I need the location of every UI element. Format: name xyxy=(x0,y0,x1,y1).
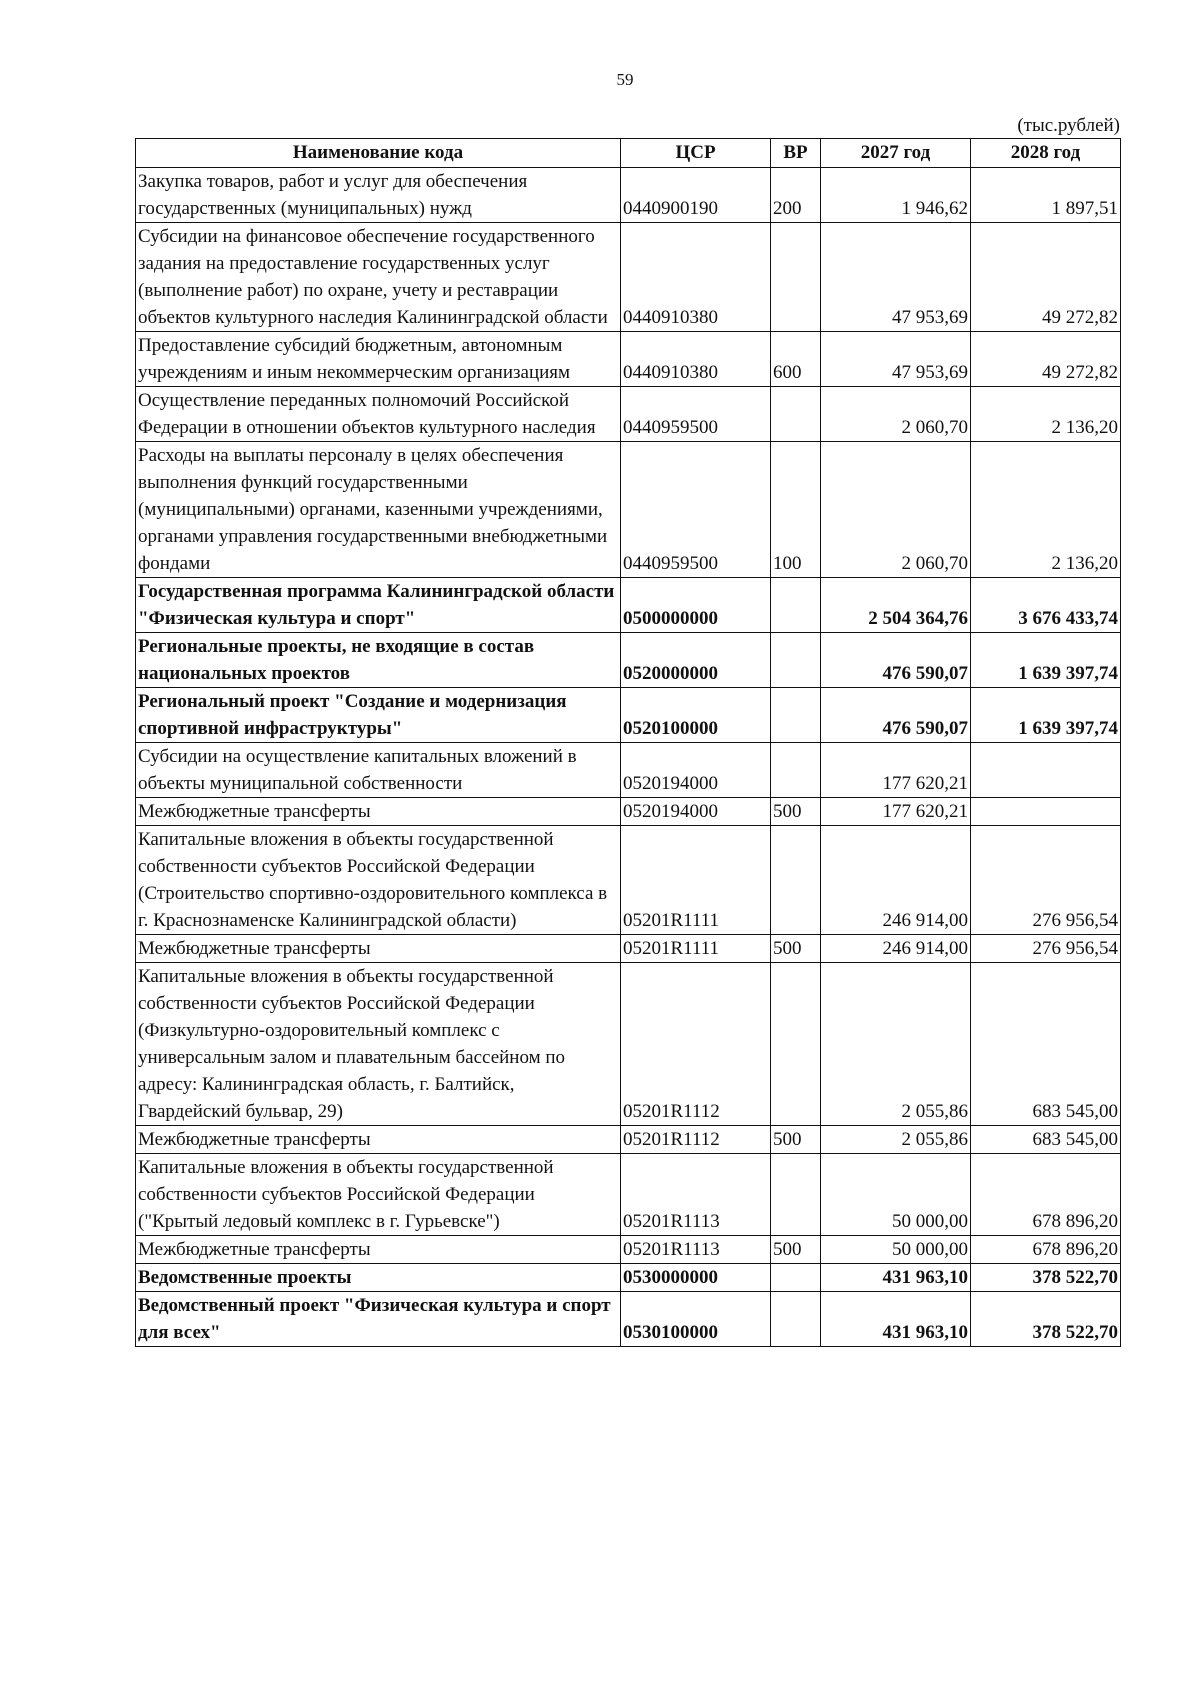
cell-csr: 0440910380 xyxy=(621,332,771,387)
table-row xyxy=(136,1292,1121,1347)
cell-name: Региональные проекты, не входящие в состав национальных проектов xyxy=(136,633,621,688)
cell-2028: 1 639 397,74 xyxy=(971,633,1121,688)
cell-2027: 50 000,00 xyxy=(821,1154,971,1236)
table-body xyxy=(136,168,1121,1347)
cell-name: Субсидии на осуществление капитальных вложений в объекты муниципальной собственности xyxy=(136,743,621,798)
cell-vr xyxy=(771,1154,821,1236)
table-row xyxy=(136,963,1121,1126)
cell-2028: 276 956,54 xyxy=(971,826,1121,935)
cell-name: Осуществление переданных полномочий Российской Федерации в отношении объектов культурного наследия xyxy=(136,387,621,442)
cell-csr: 0440900190 xyxy=(621,168,771,223)
cell-vr xyxy=(771,963,821,1126)
table-row xyxy=(136,1154,1121,1236)
cell-2027: 2 504 364,76 xyxy=(821,578,971,633)
cell-2028: 49 272,82 xyxy=(971,332,1121,387)
cell-2027: 1 946,62 xyxy=(821,168,971,223)
cell-vr xyxy=(771,688,821,743)
cell-2027: 177 620,21 xyxy=(821,743,971,798)
table-row xyxy=(136,633,1121,688)
table-row xyxy=(136,223,1121,332)
units-label: (тыс.рублей) xyxy=(1017,115,1120,136)
cell-name: Капитальные вложения в объекты государственной собственности субъектов Российской Федерации (Физкультурно-оздоровительный комплекс с универсальным залом и плавательным бассейном по адресу: Калининградская область, г. Балтийск, Гвардейский бульвар, 29) xyxy=(136,963,621,1126)
table-row xyxy=(136,578,1121,633)
table-row xyxy=(136,688,1121,743)
column-header-csr: ЦСР xyxy=(621,139,771,168)
cell-2027: 50 000,00 xyxy=(821,1236,971,1264)
page-number: 59 xyxy=(616,70,634,89)
cell-vr xyxy=(771,387,821,442)
cell-2027: 2 055,86 xyxy=(821,1126,971,1154)
cell-csr: 0440959500 xyxy=(621,387,771,442)
cell-vr: 600 xyxy=(771,332,821,387)
cell-2027: 246 914,00 xyxy=(821,935,971,963)
table-row xyxy=(136,387,1121,442)
column-header-vr: ВР xyxy=(771,139,821,168)
cell-csr: 05201R1111 xyxy=(621,935,771,963)
cell-csr: 0530000000 xyxy=(621,1264,771,1292)
cell-name: Капитальные вложения в объекты государственной собственности субъектов Российской Федерации ("Крытый ледовый комплекс в г. Гурьевске") xyxy=(136,1154,621,1236)
cell-csr: 05201R1111 xyxy=(621,826,771,935)
budget-table xyxy=(135,138,1121,1347)
cell-vr: 100 xyxy=(771,442,821,578)
table-row xyxy=(136,1126,1121,1154)
cell-2028: 683 545,00 xyxy=(971,1126,1121,1154)
cell-2028: 3 676 433,74 xyxy=(971,578,1121,633)
cell-2027: 476 590,07 xyxy=(821,688,971,743)
cell-2028: 1 639 397,74 xyxy=(971,688,1121,743)
cell-name: Субсидии на финансовое обеспечение государственного задания на предоставление государственных услуг (выполнение работ) по охране, учету и реставрации объектов культурного наследия Калининградской области xyxy=(136,223,621,332)
cell-csr: 0440910380 xyxy=(621,223,771,332)
cell-vr xyxy=(771,578,821,633)
cell-name: Региональный проект "Создание и модернизация спортивной инфраструктуры" xyxy=(136,688,621,743)
cell-vr xyxy=(771,223,821,332)
cell-name: Предоставление субсидий бюджетным, автономным учреждениям и иным некоммерческим организациям xyxy=(136,332,621,387)
cell-2027: 2 060,70 xyxy=(821,442,971,578)
column-header-2028: 2028 год xyxy=(971,139,1121,168)
cell-csr: 0520194000 xyxy=(621,798,771,826)
cell-vr: 500 xyxy=(771,1236,821,1264)
cell-2027: 2 055,86 xyxy=(821,963,971,1126)
table-row xyxy=(136,442,1121,578)
table-row xyxy=(136,168,1121,223)
cell-name: Межбюджетные трансферты xyxy=(136,935,621,963)
cell-csr: 0520100000 xyxy=(621,688,771,743)
cell-2028: 683 545,00 xyxy=(971,963,1121,1126)
cell-2027: 431 963,10 xyxy=(821,1292,971,1347)
cell-vr xyxy=(771,1292,821,1347)
cell-2027: 246 914,00 xyxy=(821,826,971,935)
cell-2028: 276 956,54 xyxy=(971,935,1121,963)
cell-2028: 378 522,70 xyxy=(971,1292,1121,1347)
cell-vr: 500 xyxy=(771,798,821,826)
cell-2028: 678 896,20 xyxy=(971,1154,1121,1236)
table-row xyxy=(136,1236,1121,1264)
cell-name: Ведомственные проекты xyxy=(136,1264,621,1292)
column-header-name: Наименование кода xyxy=(136,139,621,168)
cell-csr: 05201R1113 xyxy=(621,1236,771,1264)
cell-csr: 05201R1112 xyxy=(621,1126,771,1154)
cell-name: Межбюджетные трансферты xyxy=(136,1236,621,1264)
table-row xyxy=(136,1264,1121,1292)
table-row xyxy=(136,935,1121,963)
cell-csr: 05201R1112 xyxy=(621,963,771,1126)
table-row xyxy=(136,798,1121,826)
cell-name: Межбюджетные трансферты xyxy=(136,798,621,826)
cell-name: Закупка товаров, работ и услуг для обеспечения государственных (муниципальных) нужд xyxy=(136,168,621,223)
cell-2028: 1 897,51 xyxy=(971,168,1121,223)
cell-2028: 49 272,82 xyxy=(971,223,1121,332)
table-row xyxy=(136,826,1121,935)
cell-name: Межбюджетные трансферты xyxy=(136,1126,621,1154)
cell-name: Капитальные вложения в объекты государственной собственности субъектов Российской Федерации (Строительство спортивно-оздоровительного комплекса в г. Краснознаменске Калининградской области) xyxy=(136,826,621,935)
cell-2028: 2 136,20 xyxy=(971,442,1121,578)
cell-2028: 378 522,70 xyxy=(971,1264,1121,1292)
cell-name: Ведомственный проект "Физическая культура и спорт для всех" xyxy=(136,1292,621,1347)
cell-2028 xyxy=(971,798,1121,826)
cell-vr xyxy=(771,633,821,688)
cell-csr: 0500000000 xyxy=(621,578,771,633)
cell-2027: 476 590,07 xyxy=(821,633,971,688)
cell-name: Расходы на выплаты персоналу в целях обеспечения выполнения функций государственными (муниципальными) органами, казенными учреждениями, органами управления государственными внебюджетными фондами xyxy=(136,442,621,578)
column-header-2027: 2027 год xyxy=(821,139,971,168)
cell-name: Государственная программа Калининградской области "Физическая культура и спорт" xyxy=(136,578,621,633)
table-row xyxy=(136,332,1121,387)
cell-csr: 05201R1113 xyxy=(621,1154,771,1236)
cell-2027: 47 953,69 xyxy=(821,223,971,332)
cell-2028: 2 136,20 xyxy=(971,387,1121,442)
cell-vr: 200 xyxy=(771,168,821,223)
cell-2027: 2 060,70 xyxy=(821,387,971,442)
cell-vr xyxy=(771,743,821,798)
cell-csr: 0440959500 xyxy=(621,442,771,578)
cell-2027: 177 620,21 xyxy=(821,798,971,826)
table-header-row xyxy=(136,139,1121,168)
cell-csr: 0530100000 xyxy=(621,1292,771,1347)
cell-csr: 0520194000 xyxy=(621,743,771,798)
cell-2028: 678 896,20 xyxy=(971,1236,1121,1264)
cell-csr: 0520000000 xyxy=(621,633,771,688)
cell-2028 xyxy=(971,743,1121,798)
cell-vr xyxy=(771,826,821,935)
cell-vr: 500 xyxy=(771,935,821,963)
cell-vr xyxy=(771,1264,821,1292)
cell-2027: 47 953,69 xyxy=(821,332,971,387)
cell-vr: 500 xyxy=(771,1126,821,1154)
table-row xyxy=(136,743,1121,798)
cell-2027: 431 963,10 xyxy=(821,1264,971,1292)
